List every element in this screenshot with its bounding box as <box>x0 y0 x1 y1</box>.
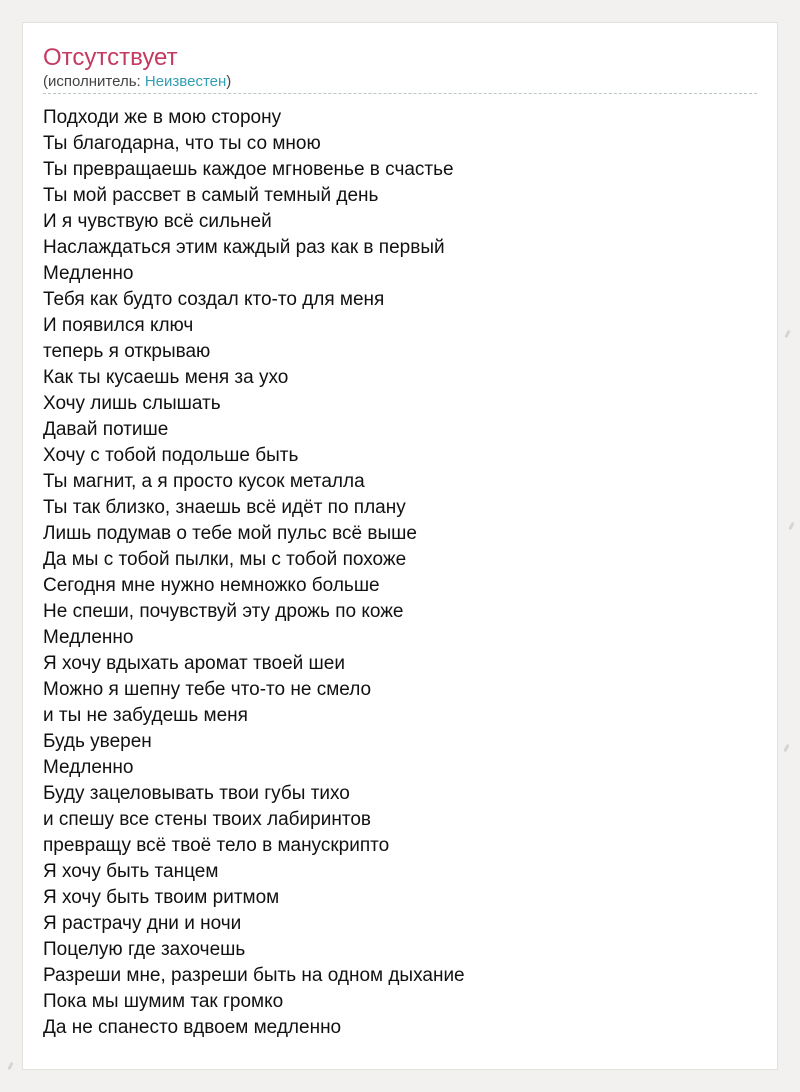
lyric-line: Как ты кусаешь меня за ухо <box>43 367 289 388</box>
lyrics-list <box>43 105 743 1041</box>
lyric-line: Тебя как будто создал кто-то для меня <box>43 289 385 310</box>
lyric-line: И появился ключ <box>43 315 194 336</box>
lyric-line: Будь уверен <box>43 731 152 752</box>
paper-texture-mark <box>788 522 794 530</box>
artist-link[interactable]: Неизвестен <box>144 73 227 90</box>
lyric-line: Медленно <box>43 263 134 284</box>
lyric-line: Сегодня мне нужно немножко больше <box>43 575 380 596</box>
lyric-line: Пока мы шумим так громко <box>43 991 284 1012</box>
lyric-line: Ты благодарна, что ты со мною <box>43 133 321 154</box>
song-title: Отсутствует <box>43 44 178 71</box>
lyric-line: Я растрачу дни и ночи <box>43 913 242 934</box>
lyric-line: Ты магнит, а я просто кусок металла <box>43 471 365 492</box>
lyric-line: Наслаждаться этим каждый раз как в первый <box>43 237 445 258</box>
lyric-line: Я хочу быть твоим ритмом <box>43 887 280 908</box>
lyric-line: Можно я шепну тебе что-то не смело <box>43 679 372 700</box>
lyrics-card <box>22 22 778 1070</box>
lyric-line: Хочу лишь слышать <box>43 393 221 414</box>
lyric-line: Подходи же в мою сторону <box>43 107 282 128</box>
lyric-line: и ты не забудешь меня <box>43 705 248 726</box>
artist-suffix: ) <box>226 73 232 90</box>
lyric-line: Я хочу быть танцем <box>43 861 219 882</box>
lyric-line: Лишь подумав о тебе мой пульс всё выше <box>43 523 417 544</box>
lyric-line: Медленно <box>43 757 134 778</box>
lyric-line: Давай потише <box>43 419 169 440</box>
lyric-line: превращу всё твоё тело в манускрипто <box>43 835 390 856</box>
artist-line <box>43 73 231 91</box>
lyric-line: Ты мой рассвет в самый темный день <box>43 185 379 206</box>
lyric-line: Буду зацеловывать твои губы тихо <box>43 783 350 804</box>
lyric-line: Не спеши, почувствуй эту дрожь по коже <box>43 601 404 622</box>
lyric-line: Поцелую где захочешь <box>43 939 246 960</box>
lyric-line: Ты превращаешь каждое мгновенье в счастье <box>43 159 454 180</box>
lyric-line: И я чувствую всё сильней <box>43 211 272 232</box>
paper-texture-mark <box>784 330 790 338</box>
lyric-line: Медленно <box>43 627 134 648</box>
artist-prefix: (исполнитель: <box>43 73 145 90</box>
lyric-line: Да мы с тобой пылки, мы с тобой похоже <box>43 549 407 570</box>
header-divider <box>43 93 757 94</box>
lyric-line: и спешу все стены твоих лабиринтов <box>43 809 371 830</box>
lyric-line: Хочу с тобой подольше быть <box>43 445 299 466</box>
lyric-line: Разреши мне, разреши быть на одном дыхание <box>43 965 465 986</box>
lyric-line: теперь я открываю <box>43 341 211 362</box>
lyric-line: Да не спанесто вдвоем медленно <box>43 1017 342 1038</box>
paper-texture-mark <box>7 1062 13 1070</box>
lyric-line: Ты так близко, знаешь всё идёт по плану <box>43 497 406 518</box>
paper-texture-mark <box>783 744 789 752</box>
lyric-line: Я хочу вдыхать аромат твоей шеи <box>43 653 345 674</box>
